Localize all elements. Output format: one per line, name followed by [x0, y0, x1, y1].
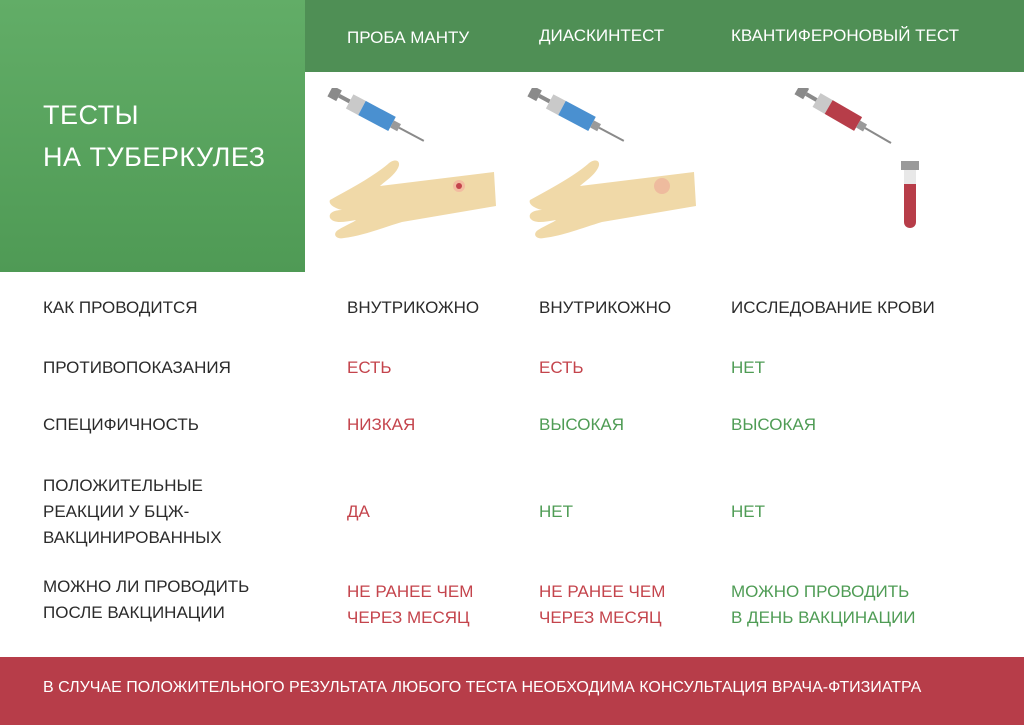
- footer-note: В СЛУЧАЕ ПОЛОЖИТЕЛЬНОГО РЕЗУЛЬТАТА ЛЮБОГО ТЕСТА НЕОБХОДИМА КОНСУЛЬТАЦИЯ ВРАЧА-ФТИЗИАТРА: [43, 679, 922, 696]
- row-label-contraindications: ПРОТИВОПОКАЗАНИЯ: [43, 358, 231, 377]
- cell-diaskintest-bcg-reactions: НЕТ: [539, 502, 573, 521]
- mantoux-illustration: [322, 88, 502, 248]
- row-label-after-vaccination: МОЖНО ЛИ ПРОВОДИТЬ ПОСЛЕ ВАКЦИНАЦИИ: [43, 577, 250, 622]
- cell-quantiferon-method: ИССЛЕДОВАНИЕ КРОВИ: [731, 298, 935, 317]
- cell-quantiferon-bcg-reactions: НЕТ: [731, 502, 765, 521]
- test-tube-icon: [901, 161, 919, 228]
- cell-mantoux-contraindications: ЕСТЬ: [347, 358, 392, 377]
- row-label-specificity: СПЕЦИФИЧНОСТЬ: [43, 415, 199, 434]
- cell-diaskintest-after-vaccination: НЕ РАНЕЕ ЧЕМ ЧЕРЕЗ МЕСЯЦ: [539, 582, 666, 627]
- cell-mantoux-after-vaccination: НЕ РАНЕЕ ЧЕМ ЧЕРЕЗ МЕСЯЦ: [347, 582, 474, 627]
- row-label-bcg-reactions: ПОЛОЖИТЕЛЬНЫЕ РЕАКЦИИ У БЦЖ- ВАКЦИНИРОВАННЫХ: [43, 476, 222, 547]
- cell-mantoux-bcg-reactions: ДА: [347, 502, 370, 521]
- cell-mantoux-specificity: НИЗКАЯ: [347, 415, 416, 434]
- column-header-mantoux: ПРОБА МАНТУ: [347, 28, 470, 47]
- page-title-line-2: НА ТУБЕРКУЛЕЗ: [43, 142, 266, 172]
- row-label-method: КАК ПРОВОДИТСЯ: [43, 298, 198, 317]
- cell-quantiferon-contraindications: НЕТ: [731, 358, 765, 377]
- cell-diaskintest-method: ВНУТРИКОЖНО: [539, 298, 672, 317]
- cell-diaskintest-contraindications: ЕСТЬ: [539, 358, 584, 377]
- syringe-icon: [326, 88, 427, 148]
- cell-quantiferon-specificity: ВЫСОКАЯ: [731, 415, 817, 434]
- footer-banner: [0, 657, 1024, 725]
- hand-icon: [330, 161, 496, 239]
- column-header-quantiferon: КВАНТИФЕРОНОВЫЙ ТЕСТ: [731, 26, 959, 45]
- quantiferon-illustration: [790, 88, 950, 238]
- column-header-diaskintest: ДИАСКИНТЕСТ: [539, 26, 665, 45]
- cell-diaskintest-specificity: ВЫСОКАЯ: [539, 415, 625, 434]
- title-panel: [0, 0, 305, 272]
- diaskintest-illustration: [522, 88, 702, 248]
- hand-icon: [530, 161, 696, 239]
- syringe-icon: [526, 88, 627, 148]
- cell-mantoux-method: ВНУТРИКОЖНО: [347, 298, 480, 317]
- cell-quantiferon-after-vaccination: МОЖНО ПРОВОДИТЬ В ДЕНЬ ВАКЦИНАЦИИ: [731, 582, 916, 627]
- page-title-line-1: ТЕСТЫ: [43, 100, 139, 130]
- syringe-icon: [793, 88, 895, 150]
